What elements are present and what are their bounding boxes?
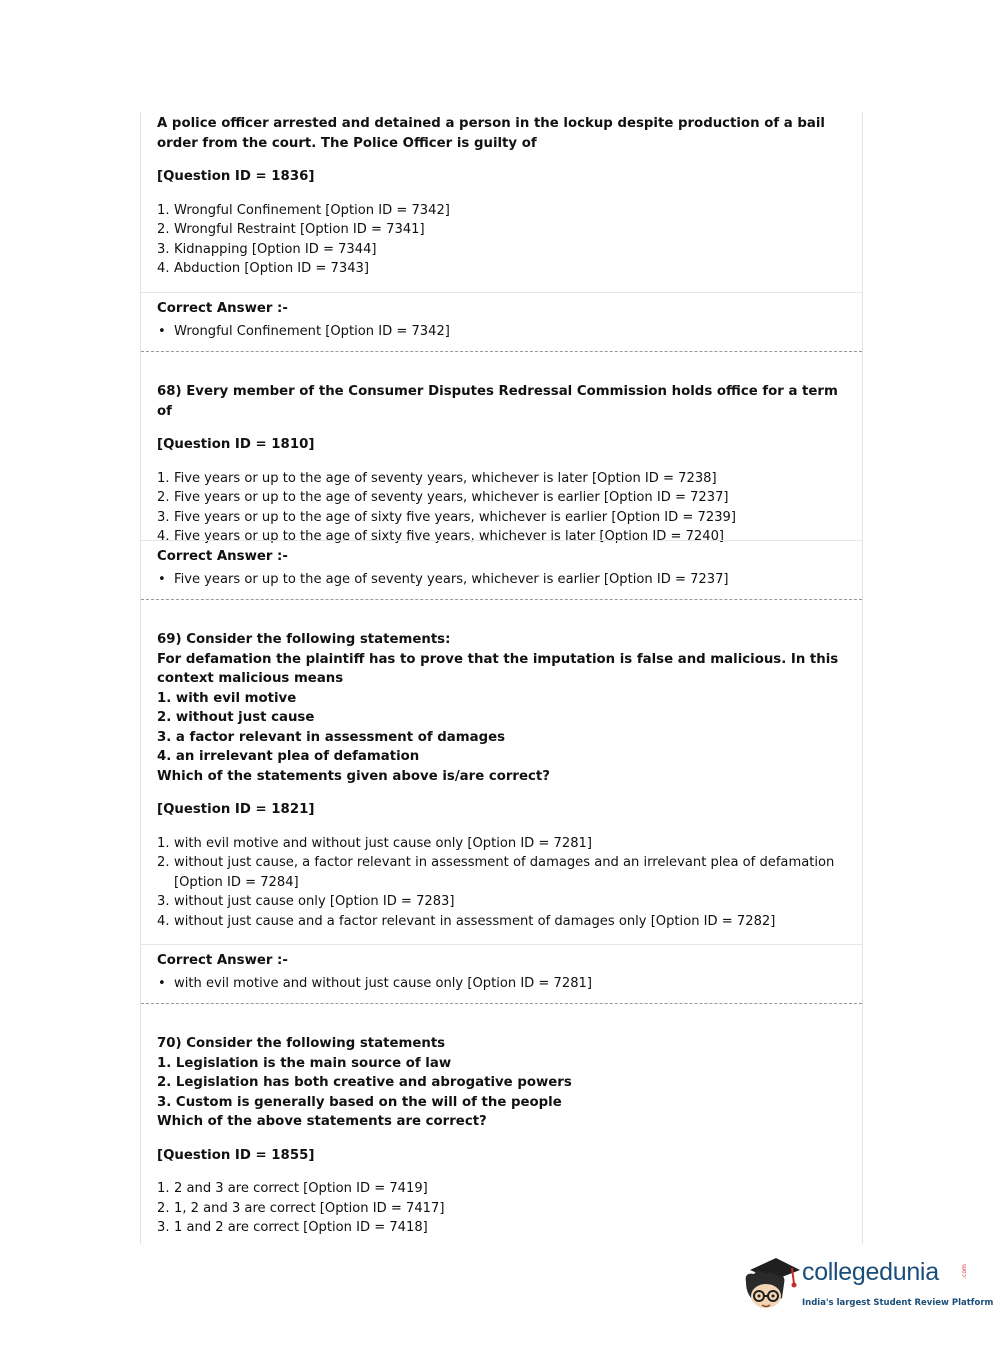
- option-item: 1. with evil motive and without just cause only [Option ID = 7281]: [157, 835, 592, 851]
- option-item: 2. 1, 2 and 3 are correct [Option ID = 7417]: [157, 1200, 445, 1216]
- question-67: [157, 114, 852, 279]
- question-70: [157, 1034, 852, 1238]
- option-item: 2. Five years or up to the age of seventy years, whichever is earlier [Option ID = 7237]: [157, 490, 729, 505]
- question-text-line: Which of the statements given above is/are correct?: [157, 768, 550, 784]
- option-item: 4. Five years or up to the age of sixty five years, whichever is later [Option ID = 7240]: [157, 529, 725, 544]
- question-text-line: 2. without just cause: [157, 710, 315, 725]
- question-divider: [141, 351, 862, 352]
- option-item: 4. without just cause and a factor relevant in assessment of damages only [Option ID = 7282]: [157, 913, 776, 929]
- question-text-line: For defamation the plaintiff has to prove that the imputation is false and malicious. In this context malicious means: [157, 651, 839, 686]
- logo-tagline: India's largest Student Review Platform: [802, 1298, 994, 1308]
- correct-answer-label: Correct Answer :-: [157, 953, 288, 968]
- option-item: 1. Wrongful Confinement [Option ID = 7342]: [157, 202, 450, 218]
- question-text-line: 3. Custom is generally based on the will of the people: [157, 1094, 562, 1110]
- mascot-icon: [742, 1250, 802, 1320]
- correct-answer-label: Correct Answer :-: [157, 549, 288, 564]
- question-68: [157, 382, 852, 547]
- question-text-line: 1. Legislation is the main source of law: [157, 1055, 452, 1071]
- question-text-line: 3. a factor relevant in assessment of damages: [157, 729, 506, 745]
- correct-answer-value: • Five years or up to the age of seventy years, whichever is earlier [Option ID = 7237]: [158, 572, 729, 587]
- correct-answer-68: [157, 547, 852, 589]
- correct-answer-value: • with evil motive and without just cause only [Option ID = 7281]: [158, 976, 592, 991]
- question-69: [157, 630, 852, 931]
- question-id: [Question ID = 1821]: [157, 802, 315, 817]
- divider: [141, 292, 862, 293]
- question-text-line: 4. an irrelevant plea of defamation: [157, 749, 420, 764]
- question-text-line: 69) Consider the following statements:: [157, 632, 451, 647]
- option-item: 3. Five years or up to the age of sixty five years, whichever is earlier [Option ID = 7239]: [157, 509, 736, 525]
- logo-wordmark: collegedunia: [802, 1258, 939, 1286]
- question-text-line: 2. Legislation has both creative and abrogative powers: [157, 1075, 572, 1090]
- question-id: [Question ID = 1855]: [157, 1147, 315, 1163]
- question-text: A police officer arrested and detained a person in the lockup despite production of a bail order from the court. The Police Officer is guilty of: [157, 116, 825, 151]
- question-panel: [140, 112, 863, 1244]
- question-id: [Question ID = 1810]: [157, 437, 315, 452]
- question-text-line: 1. with evil motive: [157, 690, 297, 706]
- option-item: 2. Wrongful Restraint [Option ID = 7341]: [157, 222, 425, 237]
- divider: [141, 944, 862, 945]
- option-item: 1. 2 and 3 are correct [Option ID = 7419]: [157, 1181, 428, 1196]
- option-item: 3. without just cause only [Option ID = 7283]: [157, 894, 455, 909]
- correct-answer-67: [157, 299, 852, 341]
- question-divider: [141, 599, 862, 600]
- logo-com: .com: [960, 1264, 968, 1279]
- option-item: 2. without just cause, a factor relevant in assessment of damages and an irrelevant plea of defamation [Option ID = 7284]: [157, 855, 835, 890]
- option-list: [157, 201, 852, 279]
- option-list: [157, 469, 852, 547]
- option-item: 1. Five years or up to the age of seventy years, whichever is later [Option ID = 7238]: [157, 470, 717, 486]
- option-list: [157, 834, 852, 932]
- question-divider: [141, 1003, 862, 1004]
- correct-answer-label: Correct Answer :-: [157, 301, 288, 316]
- divider: [141, 540, 862, 541]
- question-id: [Question ID = 1836]: [157, 169, 315, 184]
- question-text: 68) Every member of the Consumer Disputes Redressal Commission holds office for a term of: [157, 384, 838, 419]
- option-item: 4. Abduction [Option ID = 7343]: [157, 261, 369, 276]
- option-item: 3. Kidnapping [Option ID = 7344]: [157, 241, 377, 257]
- option-list: [157, 1179, 852, 1238]
- correct-answer-69: [157, 951, 852, 993]
- option-item: 3. 1 and 2 are correct [Option ID = 7418]: [157, 1220, 428, 1235]
- collegedunia-logo[interactable]: [742, 1250, 994, 1320]
- question-text-line: Which of the above statements are correct?: [157, 1114, 487, 1129]
- question-text-line: 70) Consider the following statements: [157, 1036, 446, 1051]
- correct-answer-value: • Wrongful Confinement [Option ID = 7342]: [158, 324, 450, 339]
